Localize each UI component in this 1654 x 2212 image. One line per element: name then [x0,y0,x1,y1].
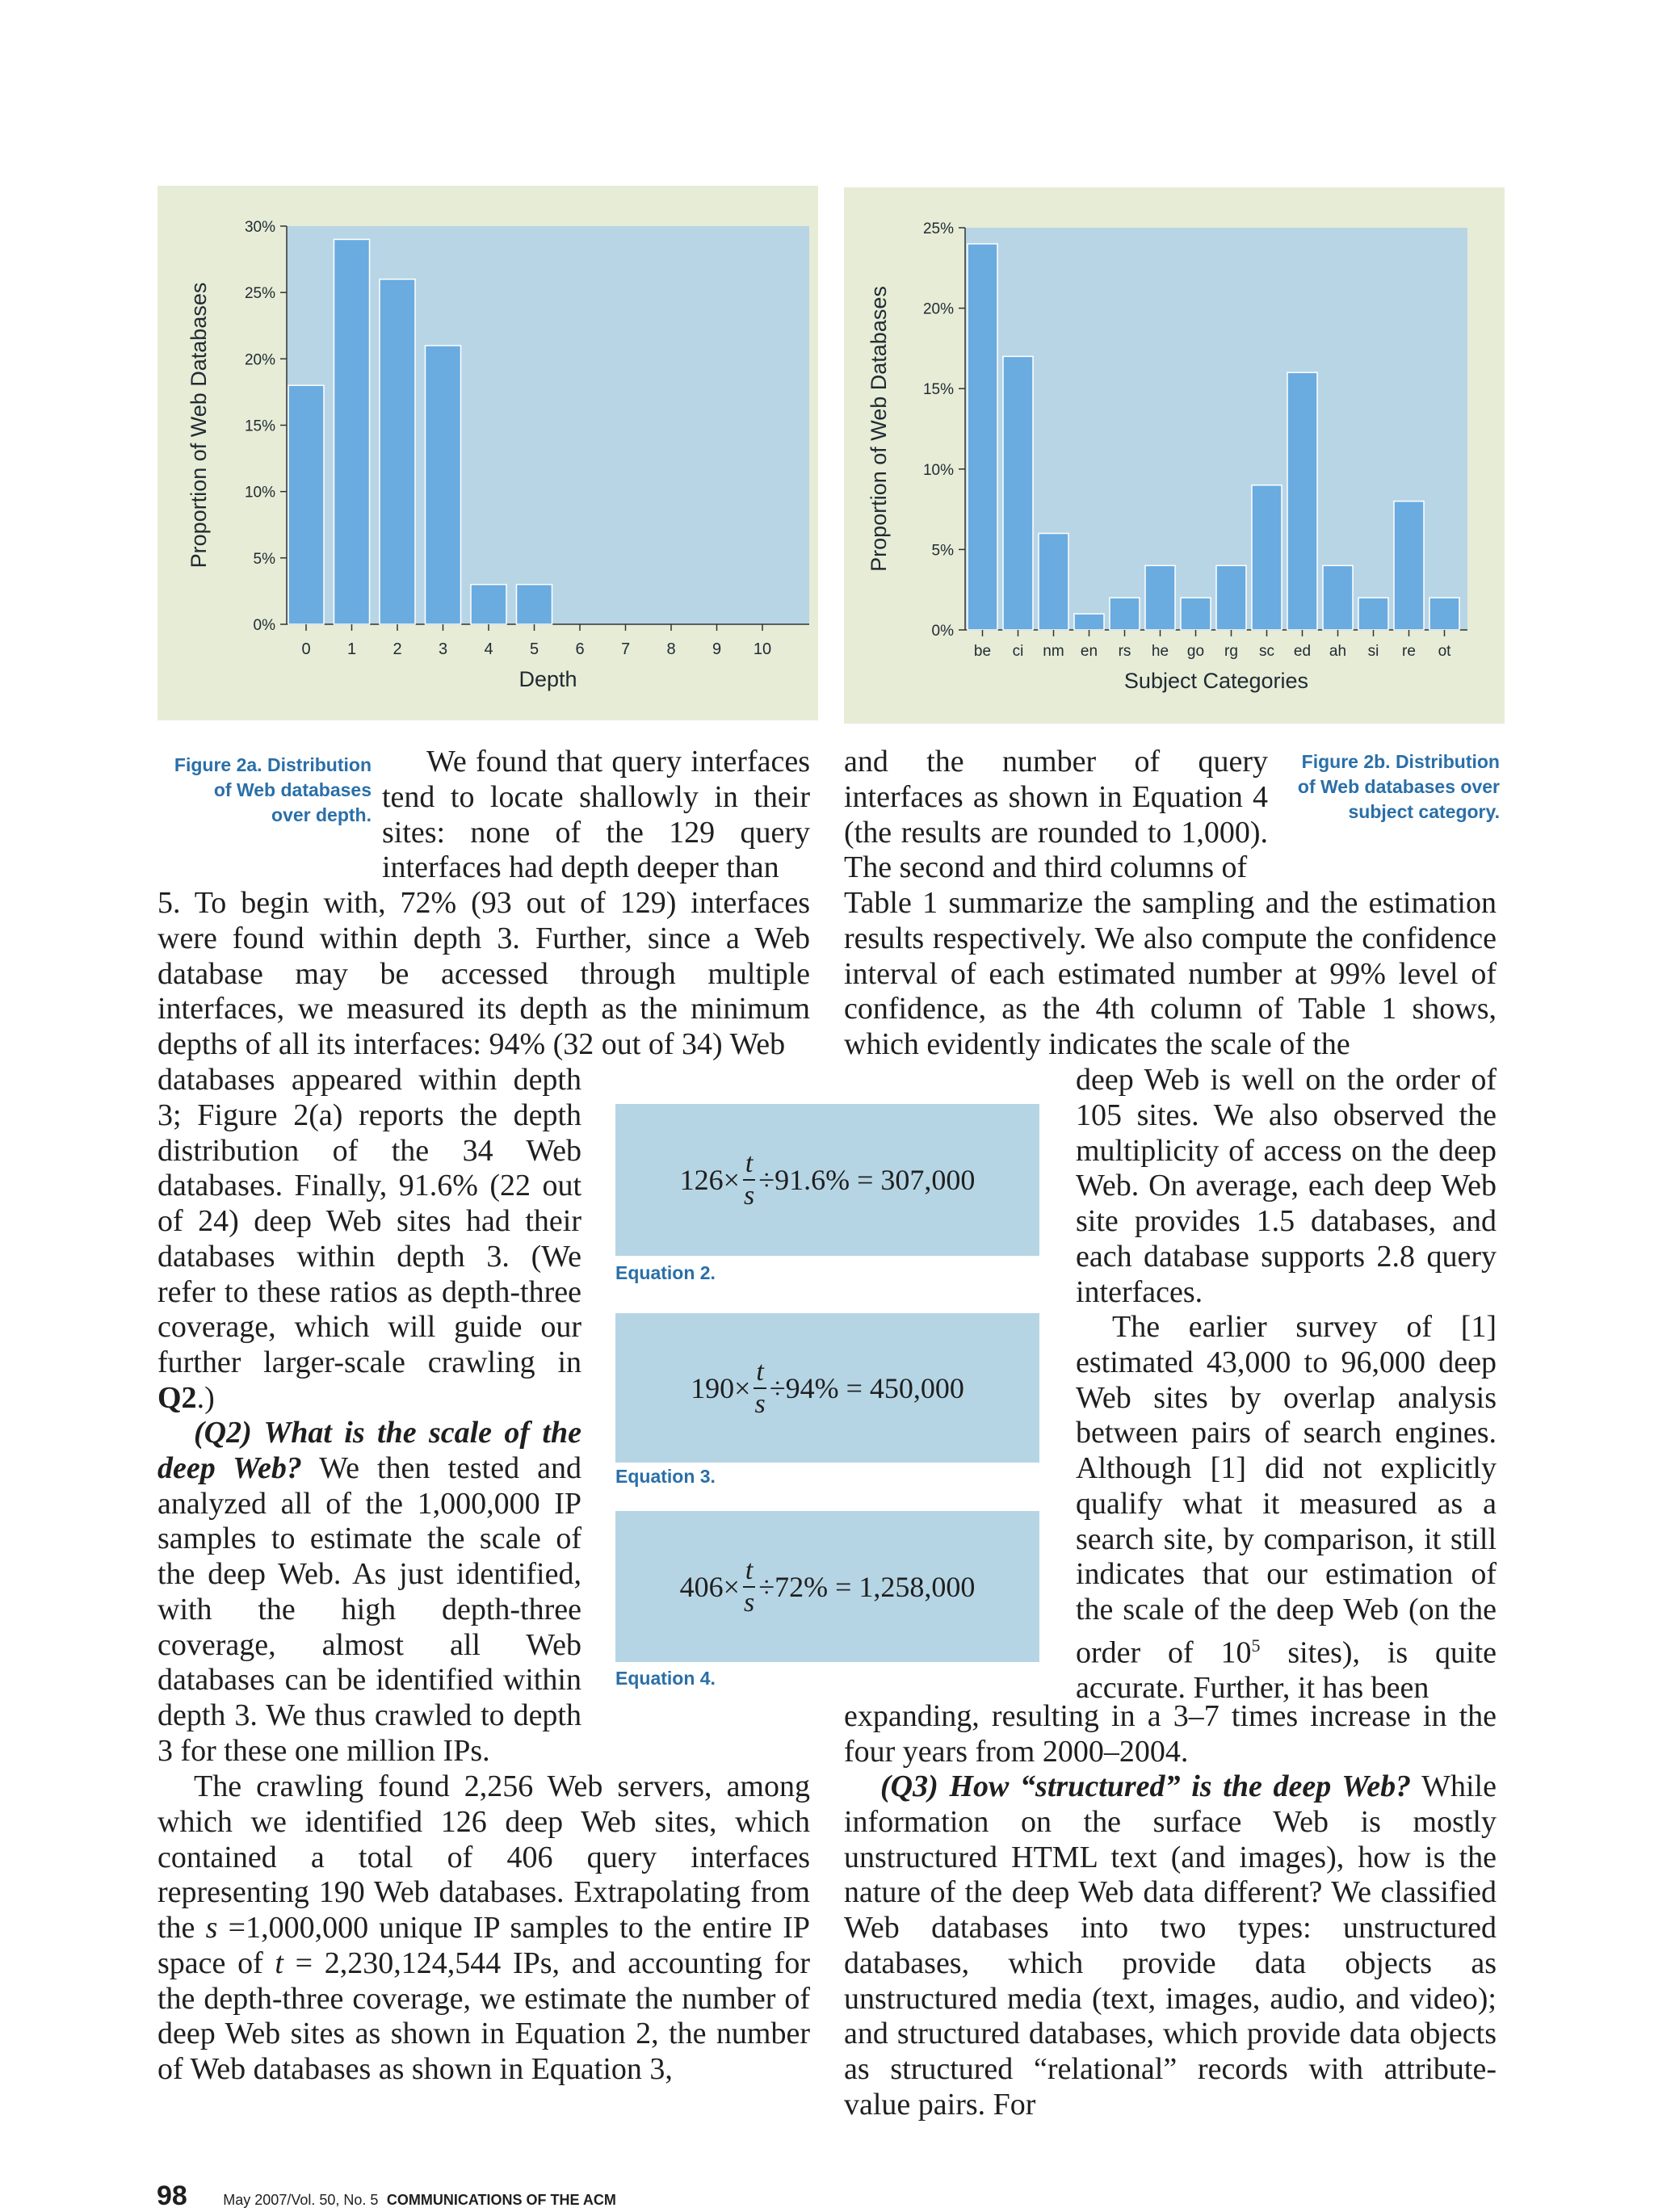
y-tick-label: 5% [931,542,954,560]
bar-3 [426,346,461,624]
right-paragraph-1-narrow: deep Web is well on the order of 105 sites. We also observed the multiplicity of access on the deep Web. On average, each deep Web site provides 1.5 databases, and each database supports 2.8 query interfaces. [1076,1063,1497,1309]
left-paragraph-1-full: 5. To begin with, 72% (93 out of 129) interfaces were found within depth 3. Further, since a Web database may be accessed through multiple interfaces, we measured its depth as the minimum depths of all its interfaces: 94% (32 out of 34) Web [157,886,810,1061]
equation-3-label: Equation 3. [615,1466,716,1487]
bar-he [1145,565,1175,630]
y-tick-label: 10% [244,484,275,502]
equation-4-label: Equation 4. [615,1668,716,1689]
superscript-5: 5 [1251,1635,1261,1656]
left-paragraph-1-narrow: databases appeared within depth 3; Figure 2(a) reports the depth distribution of the 34 Web databases. Finally, 91.6% (22 out of 24) deep Web sites had their databases within depth 3. (We refer to these ratios as depth-three coverage, which will guide our further larger-scale crawling in Q2.) [157,1063,581,1415]
x-tick-label: 1 [346,640,357,658]
left-paragraph-1-top: We found that query interfaces tend to locate shallowly in their sites: none of the 129 query interfaces had depth deeper than [382,745,810,885]
x-axis-label: Subject Categories [1123,669,1309,693]
bar-4 [471,585,506,624]
y-tick-label: 0% [931,623,954,640]
y-tick-label: 15% [244,418,275,435]
y-tick-label: 20% [244,351,275,369]
bar-rs [1110,598,1140,630]
y-tick-label: 25% [244,285,275,303]
y-tick-label: 25% [922,220,954,237]
x-tick-label: 7 [620,640,631,658]
x-tick-label: 8 [666,640,676,658]
x-tick-label: ed [1293,643,1312,660]
equation-4: 406× $\frac{t}{s}$ ÷72% = 1,258,000 [679,1555,976,1618]
bar-sc [1252,485,1282,630]
equation-3: 190× $\frac{t}{s}$ ÷94% = 450,000 [691,1356,964,1419]
equation-4-box [615,1511,1039,1662]
figure-2b-panel [844,187,1505,724]
equation-2: 126× $\frac{t}{s}$ ÷91.6% = 307,000 [679,1148,976,1211]
x-tick-label: 6 [575,640,585,658]
magazine-title: COMMUNICATIONS OF THE ACM [386,2192,616,2208]
x-tick-label: be [973,643,992,660]
bar-ed [1287,372,1317,630]
bar-be [968,244,997,630]
x-tick-label: go [1186,643,1205,660]
left-paragraph-2: (Q2) What is the scale of the deep Web? We then tested and analyzed all of the 1,000,000 IP samples to estimate the scale of the deep Web. As just identified, with the high depth-three coverage, almost all Web databases can be identified within depth 3. We thus crawled to depth 3 for these one million IPs. [157,1416,581,1768]
figure-2b-caption: Figure 2b. Distribution of Web databases over subject category. [1297,751,1500,822]
x-tick-label: 2 [393,640,402,658]
equation-2-box [615,1104,1039,1256]
equation-2-label: Equation 2. [615,1262,716,1283]
y-tick-label: 10% [922,461,954,479]
x-tick-label: ot [1438,643,1451,660]
y-axis-label: Proportion of Web Databases [187,282,211,569]
bar-ci [1003,356,1033,630]
figure-2a-panel [157,186,818,720]
x-tick-label: 9 [712,640,722,658]
x-tick-label: 4 [484,640,493,658]
bar-re [1394,502,1424,630]
q2-lead-in: (Q2) What is the scale of the deep Web? [157,1416,581,1485]
x-tick-label: sc [1259,643,1274,660]
y-tick-label: 20% [922,300,954,318]
bar-ot [1429,598,1459,630]
page-number: 98 [157,2181,187,2211]
bar-en [1074,614,1104,630]
right-paragraph-1-top: and the number of query interfaces as shown in Equation 4 (the results are rounded to 1,000). The second and third columns of [844,745,1268,885]
x-tick-label: 3 [438,640,448,658]
bar-5 [517,585,552,624]
y-tick-label: 5% [253,550,275,568]
y-tick-label: 0% [253,617,275,634]
q3-lead-in: (Q3) How “structured” is the deep Web? [880,1769,1412,1803]
left-paragraph-3: The crawling found 2,256 Web servers, among which we identified 126 deep Web sites, which contained a total of 406 query interfaces representing 190 Web databases. Extrapolating from the s =1,000,000 unique IP samples to the entire IP space of t = 2,230,124,544 IPs, and accounting for the depth-three coverage, we estimate the number of deep Web sites as shown in Equation 2, the number of Web databases as shown in Equation 3, [157,1769,810,2086]
right-paragraph-1-full: Table 1 summarize the sampling and the estimation results respectively. We also compute the confidence interval of each estimated number at 99% level of confidence, as the 4th column of Table 1 shows, which evidently indicates the scale of the [844,886,1497,1061]
figure-2a-caption: Figure 2a. Distribution of Web databases over depth. [174,754,372,825]
bar-1 [334,239,370,624]
x-tick-label: ah [1329,643,1347,660]
y-axis-label: Proportion of Web Databases [867,286,891,572]
x-tick-label: nm [1043,643,1064,660]
x-tick-label: rs [1118,643,1131,660]
y-tick-label: 30% [244,219,275,236]
page-footer [157,2181,616,2212]
right-paragraph-2-cont: expanding, resulting in a 3–7 times increase in the four years from 2000–2004. [844,1699,1497,1769]
bar-go [1181,598,1211,630]
q2-reference: Q2 [157,1380,197,1415]
x-axis-label: Depth [518,667,577,691]
bar-ah [1323,565,1353,630]
x-tick-label: ci [1012,643,1024,660]
equation-3-box [615,1313,1039,1463]
issue-info: May 2007/Vol. 50, No. 5 [223,2192,379,2208]
x-tick-label: en [1080,643,1098,660]
x-tick-label: 10 [753,640,772,658]
x-tick-label: 5 [529,640,539,658]
bar-2 [380,279,415,624]
y-tick-label: 15% [922,381,954,399]
bar-nm [1039,533,1068,630]
bar-si [1358,598,1388,630]
x-tick-label: 0 [301,640,311,658]
right-paragraph-2: The earlier survey of [1] estimated 43,000 to 96,000 deep Web sites by overlap analysis between pairs of search engines. Although [1] did not explicitly qualify what it measured as a search site, by comparison, it still indicates that our estimation of the scale of the deep Web (on the order of $10^5$ sites), is quite accurate. Further, it has been [1076,1310,1497,1706]
x-tick-label: re [1402,643,1416,660]
bar-0 [288,385,324,624]
x-tick-label: rg [1224,643,1238,660]
bar-rg [1216,565,1246,630]
figure-2b-chart [844,187,1505,724]
figure-2a-chart [157,186,818,720]
x-tick-label: he [1151,643,1169,660]
right-paragraph-3: (Q3) How “structured” is the deep Web? While information on the surface Web is mostly unstructured HTML text (and images), how is the nature of the deep Web data different? We classified Web databases into two types: unstructured databases, which provide data objects as unstructured media (text, images, audio, and video); and structured databases, which provide data objects as structured “relational” records with attribute-value pairs. For [844,1769,1497,2122]
x-tick-label: si [1367,643,1379,660]
